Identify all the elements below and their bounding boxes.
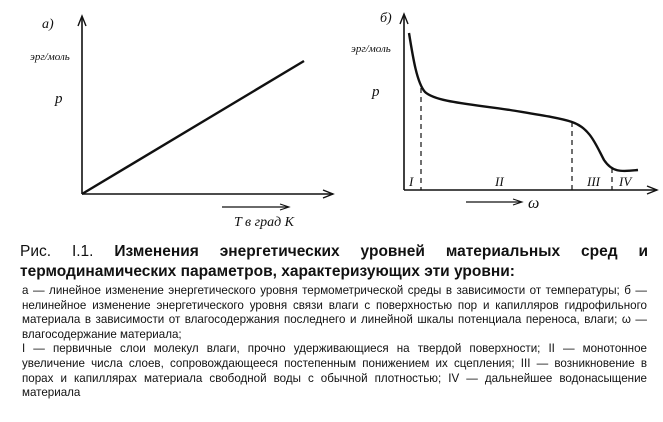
panel-a-x-label: T в град К — [234, 215, 294, 230]
caption-paragraph-2: I — первичные слои молекул влаги, прочно удерживающиеся на твердой поверхности; II — монотонное увеличение числа слоев, сопровождающееся постепенным понижением их сцепления; III — возникновение в порах и капиллярах материала свободной воды с обычной плотностью; IV — дальнейшее водонасыщение материала — [22, 342, 647, 400]
zone-label-1: I — [409, 174, 414, 189]
panel-b-curve — [409, 33, 638, 171]
figure-caption-body — [22, 284, 647, 401]
panel-a-label: а) — [42, 17, 54, 32]
zone-label-2: II — [495, 174, 504, 189]
panel-a-y-unit: эрг/моль — [30, 51, 70, 63]
panel-b-y-unit: эрг/моль — [351, 43, 391, 55]
panel-b-x-label: ω — [528, 195, 540, 212]
caption-paragraph-1: а — линейное изменение энергетического уровня термометрической среды в зависимости от температуры; б — нелинейное изменение энергетического уровня связи влаги с поверхностью пор и капилляров гидрофильного материала в зависимости от влагосодержания последнего и линейной шкалы потенциала переноса, влаги; ω — влагосодержание материала; — [22, 284, 647, 341]
panel-a — [30, 16, 333, 230]
figure-caption-title — [20, 242, 648, 282]
panel-b-label: б) — [380, 11, 392, 26]
zone-label-3: III — [587, 174, 600, 189]
figure-caption-text: Изменения энергетических уровней материальных сред и термодинамических параметров, характеризующих эти уровни: — [20, 243, 648, 280]
figure-caption-label: Рис. I.1. — [20, 243, 94, 260]
panel-a-y-label: p — [55, 91, 63, 107]
panel-b-y-label: p — [372, 84, 380, 100]
zone-label-4: IV — [619, 174, 632, 189]
panel-b — [351, 11, 657, 212]
panel-a-curve — [82, 61, 304, 194]
